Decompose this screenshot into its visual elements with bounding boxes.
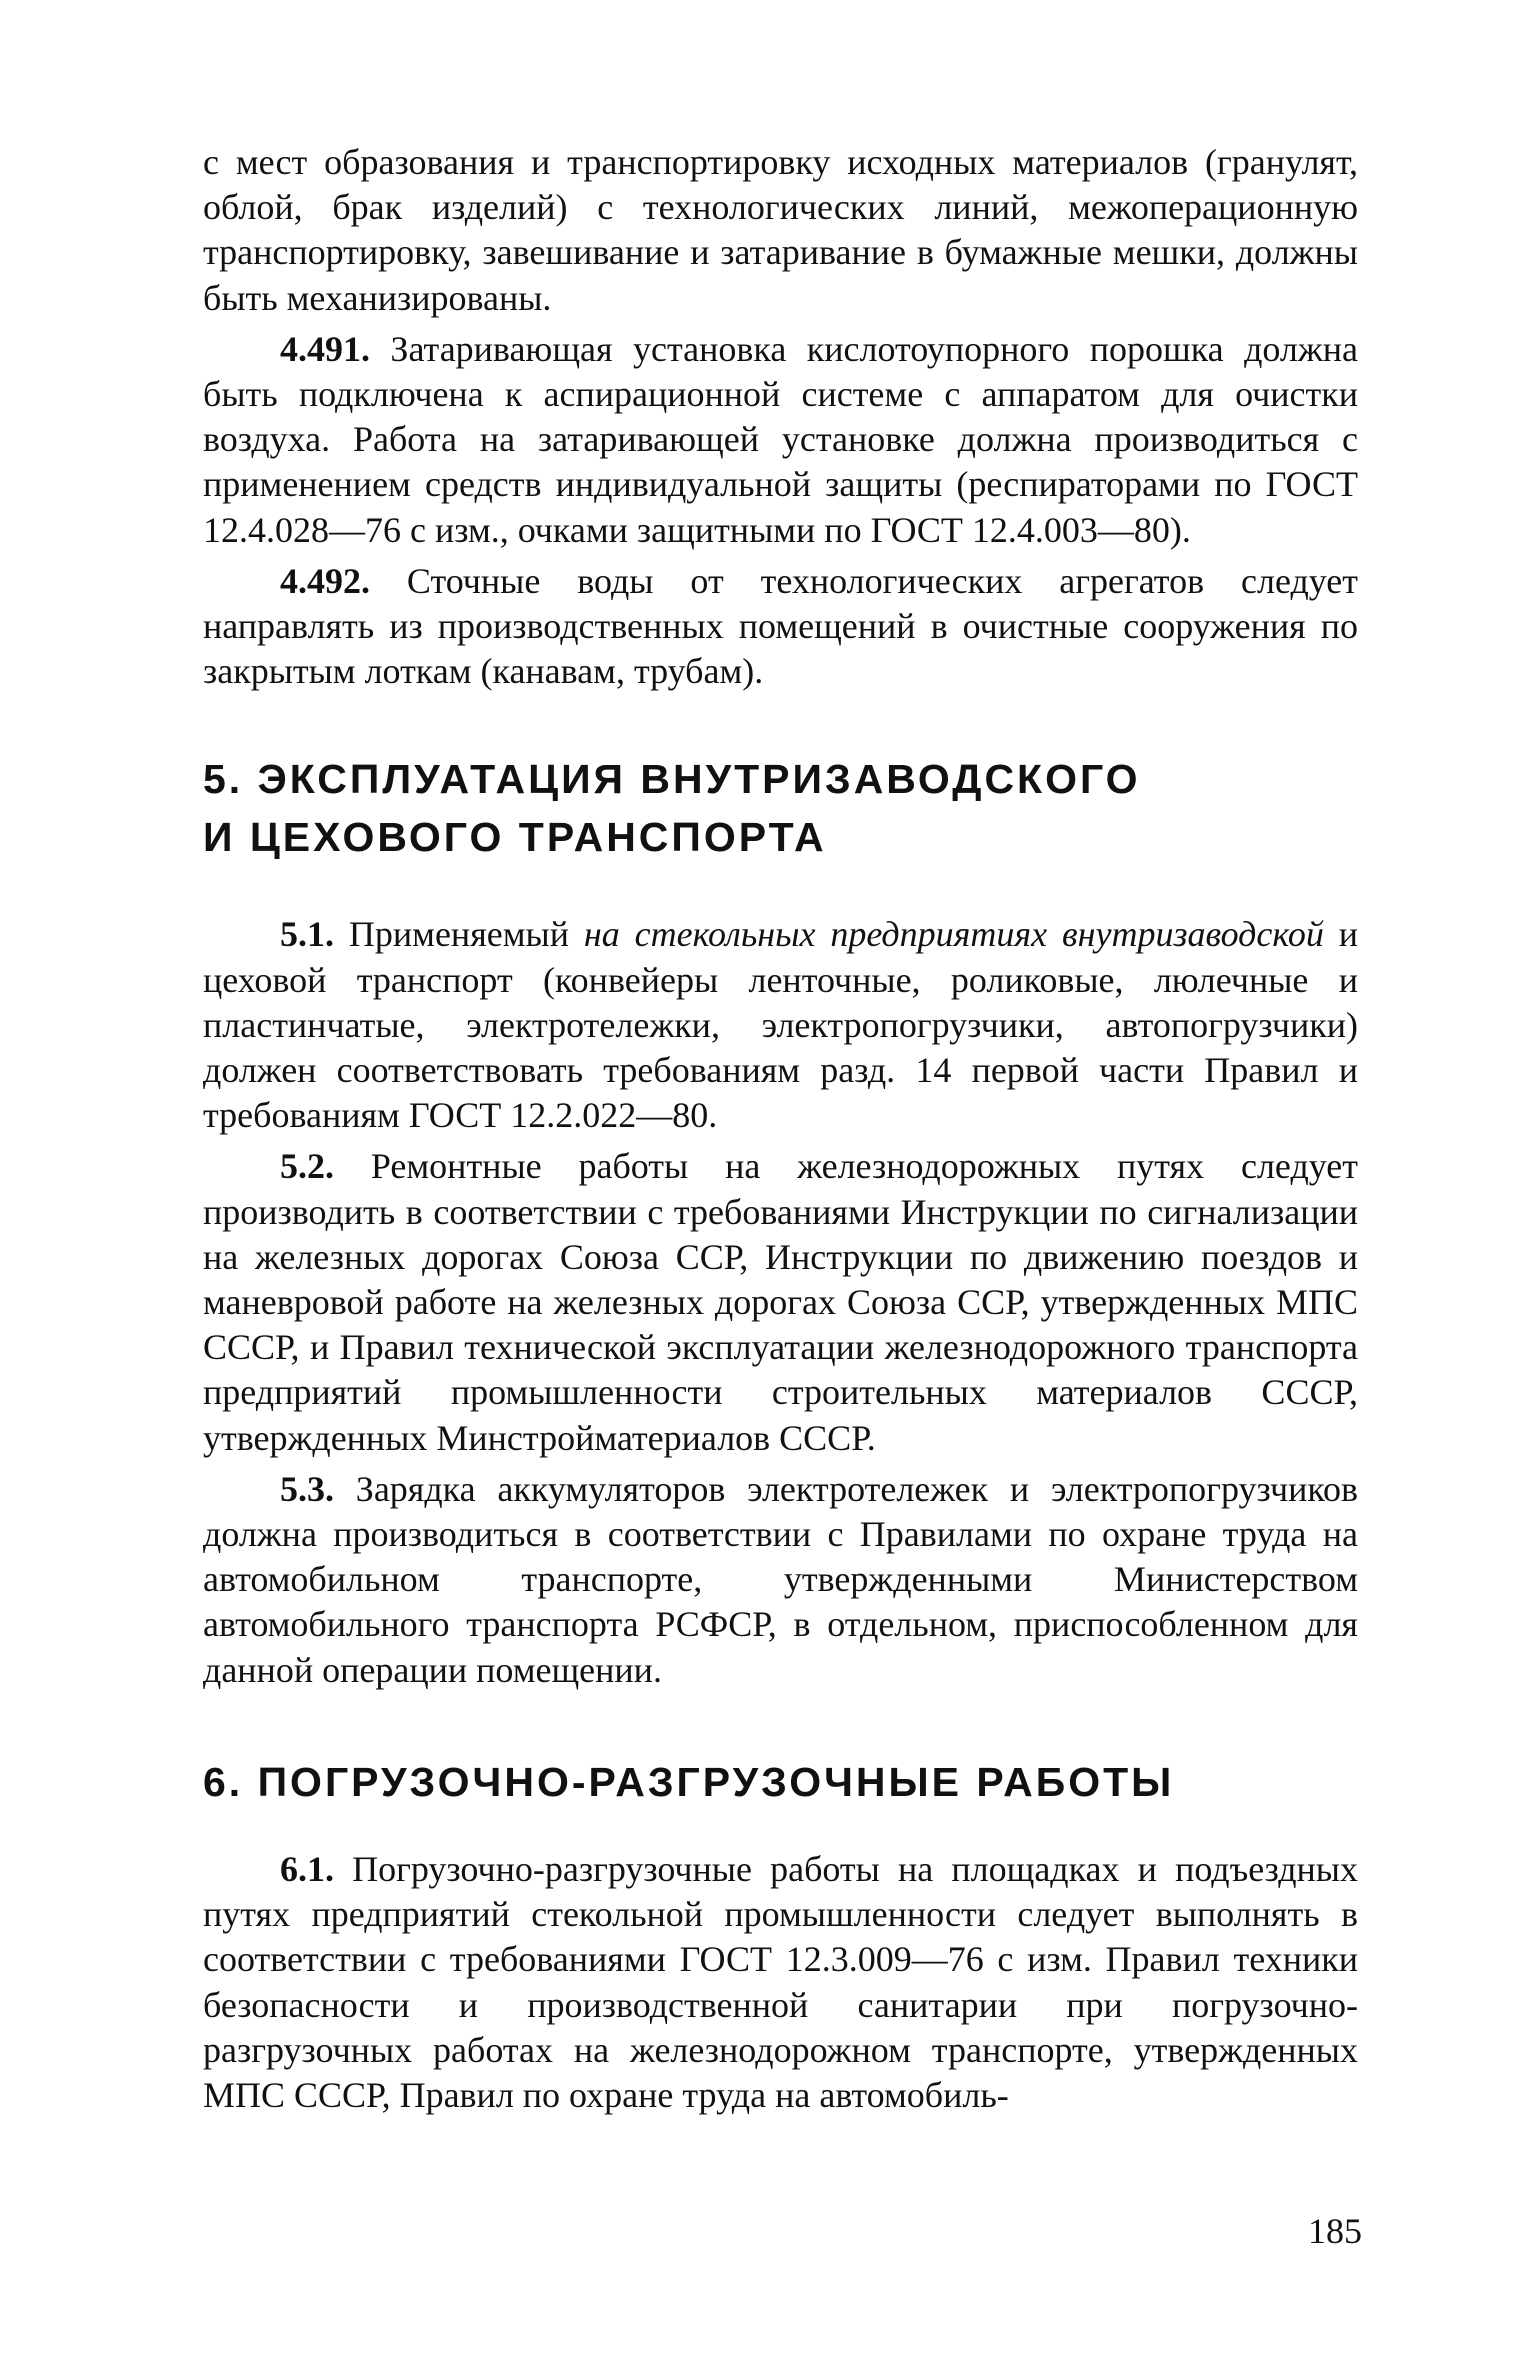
paragraph-5-2 <box>203 1144 1358 1460</box>
paragraph-number: 4.491. <box>280 328 370 369</box>
paragraph-text: Затаривающая установка кислотоупорного порошка должна быть подключена к аспирационной системе с аппаратом для очистки воздуха. Работа на затаривающей установке должна производиться с применением средств индивидуальной защиты (респираторами по ГОСТ 12.4.028—76 с изм., очками защитными по ГОСТ 12.4.003—80). <box>203 328 1358 550</box>
document-page <box>203 140 1358 2118</box>
paragraph-number: 4.492. <box>280 560 370 601</box>
paragraph-4-492 <box>203 559 1358 695</box>
paragraph-number: 5.3. <box>280 1468 334 1509</box>
paragraph-text: Ремонтные работы на железнодорожных путях следует производить в соответствии с требованиями Инструкции по сигнализации на железных дорогах Союза ССР, Инструкции по движению поездов и маневровой работе на железных дорогах Союза ССР, утвержденных МПС СССР, и Правил технической эксплуатации железнодорожного транспорта предприятий промышленности строительных материалов СССР, утвержденных Минстройматериалов СССР. <box>203 1146 1358 1458</box>
paragraph-number: 6.1. <box>280 1848 334 1889</box>
paragraph-text: Зарядка аккумуляторов электротележек и электропогрузчиков должна производиться в соответствии с Правилами по охране труда на автомобильном транспорте, утвержденными Министерством автомобильного транспорта РСФСР, в отдельном, приспособленном для данной операции помещении. <box>203 1468 1358 1690</box>
paragraph-6-1 <box>203 1847 1358 2118</box>
paragraph-5-3 <box>203 1467 1358 1693</box>
section-6-heading <box>203 1753 1358 1811</box>
heading-line-1: 5. ЭКСПЛУАТАЦИЯ ВНУТРИЗАВОДСКОГО <box>203 756 1141 803</box>
paragraph-text: Сточные воды от технологических агрегатов следует направлять из производственных помещений в очистные сооружения по закрытым лоткам (канавам, трубам). <box>203 560 1358 692</box>
heading-line-1: 6. ПОГРУЗОЧНО-РАЗГРУЗОЧНЫЕ РАБОТЫ <box>203 1758 1175 1805</box>
paragraph-italic: на стекольных предприятиях внутризаводской <box>583 914 1324 955</box>
section-5-heading <box>203 750 1358 866</box>
paragraph-number: 5.1. <box>280 914 334 955</box>
paragraph-text: с мест образования и транспортировку исходных материалов (гранулят, облой, брак изделий) с технологических линий, межоперационную транспортировку, завешивание и затаривание в бумажные мешки, должны быть механизированы. <box>203 142 1358 318</box>
paragraph-4-491 <box>203 327 1358 553</box>
heading-line-2: И ЦЕХОВОГО ТРАНСПОРТА <box>203 814 827 861</box>
continuation-paragraph <box>203 140 1358 321</box>
paragraph-5-1 <box>203 912 1358 1138</box>
page-number: 185 <box>1308 2211 1362 2251</box>
paragraph-number: 5.2. <box>280 1146 334 1187</box>
paragraph-text: Погрузочно-разгрузочные работы на площадках и подъездных путях предприятий стекольной промышленности следует выполнять в соответствии с требованиями ГОСТ 12.3.009—76 с изм. Правил техники безопасности и производственной санитарии при погрузочно-разгрузочных работах на железнодорожном транспорте, утвержденных МПС СССР, Правил по охране труда на автомобиль- <box>203 1848 1358 2115</box>
paragraph-text: и цеховой транспорт (конвейеры ленточные, роликовые, люлечные и пластинчатые, электротележки, электропогрузчики, автопогрузчики) должен соответствовать требованиям разд. 14 первой части Правил и требованиям ГОСТ 12.2.022—80. <box>203 914 1358 1136</box>
paragraph-lead: Применяемый <box>334 914 584 955</box>
